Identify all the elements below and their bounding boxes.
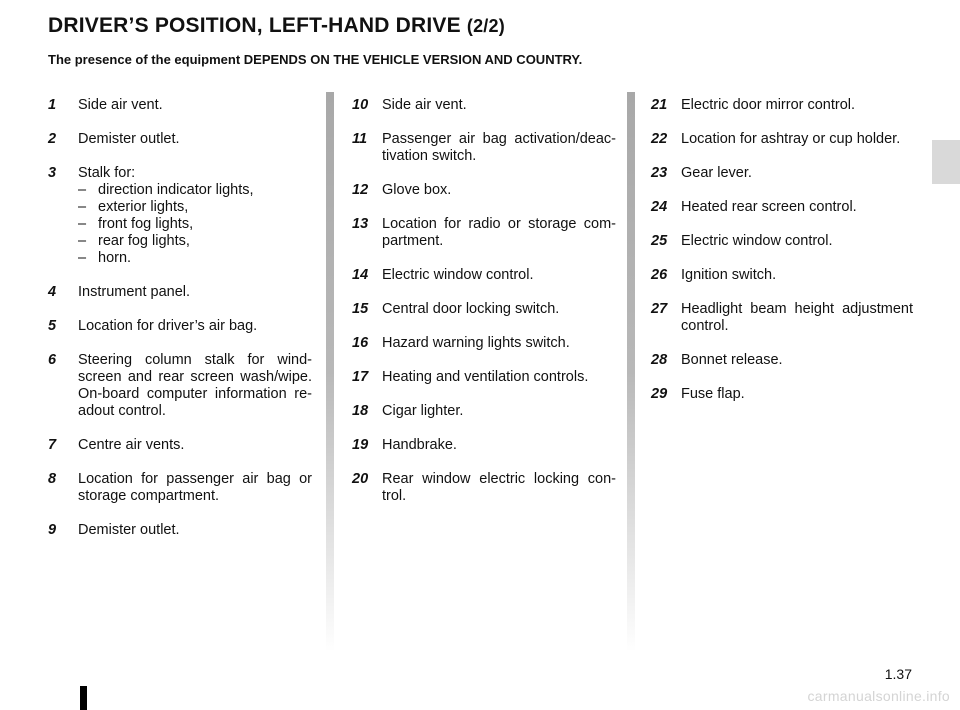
legend-item-text: Centre air vents. [78,437,185,453]
legend-subitem-text: exterior lights, [98,199,189,215]
legend-item [48,522,312,539]
legend-item-number: 15 [352,301,369,317]
legend-item-body [681,267,913,284]
legend-item [352,403,616,420]
legend-item [651,199,913,216]
legend-item-number: 16 [352,335,369,351]
legend-item-body [382,97,616,114]
legend-item-number: 24 [651,199,668,215]
legend-item-text: Electric door mirror control. [681,97,856,113]
legend-item [48,284,312,301]
legend-subitem-text: horn. [98,250,132,266]
legend-item-body [681,352,913,369]
legend-item-number: 18 [352,403,369,419]
legend-item [651,165,913,182]
legend-item [651,386,913,403]
legend-item [48,131,312,148]
legend-item-text: Heated rear screen control. [681,199,857,215]
legend-item-body [681,199,913,216]
dash-bullet-icon: – [78,216,87,232]
legend-item-number: 6 [48,352,57,368]
dash-bullet-icon: – [78,199,87,215]
legend-item [651,131,913,148]
legend-item-text: Passenger air bag activation/deac-tivation switch. [382,131,616,164]
dash-bullet-icon: – [78,250,87,266]
legend-item-body [78,352,312,420]
legend-subitem [78,182,312,199]
legend-item-number: 27 [651,301,668,317]
legend-item-body [382,335,616,352]
page-title-text: DRIVER’S POSITION, LEFT-HAND DRIVE [48,14,461,37]
legend-item-body [78,284,312,301]
legend-item-number: 7 [48,437,57,453]
legend-item-body [78,131,312,148]
legend-item-body [382,267,616,284]
legend-item-text: Steering column stalk for wind-screen and rear screen wash/wipe. On-board computer information re-adout control. [78,352,312,419]
legend-item-number: 20 [352,471,369,487]
legend-item-text: Demister outlet. [78,522,180,538]
legend-subitem [78,250,312,267]
legend-item-text: Hazard warning lights switch. [382,335,570,351]
legend-item [651,233,913,250]
legend-item [651,301,913,335]
legend-item-number: 8 [48,471,57,487]
page-number: 1.37 [884,666,912,682]
legend-item-body [681,165,913,182]
legend-item-body [382,403,616,420]
legend-item-number: 4 [48,284,57,300]
legend-subitem-text: direction indicator lights, [98,182,254,198]
legend-item-number: 22 [651,131,668,147]
legend-item-number: 21 [651,97,668,113]
legend-item-text: Glove box. [382,182,452,198]
legend-item-body [78,318,312,335]
legend-item [352,471,616,505]
legend-item-number: 25 [651,233,668,249]
legend-item-number: 13 [352,216,369,232]
legend-item [651,97,913,114]
column-separator [326,92,334,652]
legend-item-number: 10 [352,97,369,113]
legend-item [48,352,312,420]
legend-item-text: Instrument panel. [78,284,191,300]
legend-item [352,131,616,165]
legend-item-text: Demister outlet. [78,131,180,147]
legend-item-number: 12 [352,182,369,198]
legend-item-text: Bonnet release. [681,352,783,368]
legend-item [352,267,616,284]
legend-column-1 [48,97,312,556]
page-title [48,14,505,38]
legend-item-body [382,301,616,318]
legend-item-body [681,301,913,335]
legend-column-2 [352,97,616,522]
legend-item-text: Handbrake. [382,437,457,453]
legend-item-body [78,97,312,114]
legend-item-text: Rear window electric locking con-trol. [382,471,616,504]
legend-item [651,267,913,284]
legend-item-text: Side air vent. [78,97,163,113]
legend-item [352,216,616,250]
legend-item-body [681,386,913,403]
legend-item-number: 1 [48,97,57,113]
legend-item [48,437,312,454]
legend-item [352,437,616,454]
legend-item-number: 26 [651,267,668,283]
legend-subitem-text: front fog lights, [98,216,194,232]
legend-item-number: 11 [352,131,368,147]
legend-item-number: 29 [651,386,668,402]
legend-item [48,318,312,335]
legend-item [352,301,616,318]
legend-item-body [78,471,312,505]
legend-item [352,97,616,114]
legend-item-text: Electric window control. [681,233,833,249]
legend-subitem [78,199,312,216]
legend-item-body [78,437,312,454]
legend-item-text: Location for radio or storage com-partment. [382,216,616,249]
legend-item-number: 9 [48,522,57,538]
legend-item-body [382,471,616,505]
legend-item-text: Location for passenger air bag or storage compartment. [78,471,312,504]
legend-item-number: 17 [352,369,369,385]
legend-item [48,165,312,267]
legend-item-number: 19 [352,437,369,453]
legend-item-body [681,131,913,148]
legend-subitem [78,233,312,250]
legend-item [651,352,913,369]
legend-item-number: 2 [48,131,57,147]
dash-bullet-icon: – [78,233,87,249]
legend-item-text: Fuse flap. [681,386,745,402]
legend-item-body [681,97,913,114]
legend-item [48,97,312,114]
legend-item-text: Central door locking switch. [382,301,560,317]
legend-item [352,335,616,352]
legend-item-text: Stalk for: [78,165,136,181]
legend-item-body [382,216,616,250]
section-thumb-tab [932,140,960,184]
dash-bullet-icon: – [78,182,87,198]
column-separator [627,92,635,652]
legend-item-body [382,182,616,199]
legend-item-text: Side air vent. [382,97,467,113]
legend-item-number: 28 [651,352,668,368]
legend-item-body [681,233,913,250]
page-subtitle: The presence of the equipment DEPENDS ON THE VEHICLE VERSION AND COUNTRY. [48,52,583,67]
legend-item-text: Ignition switch. [681,267,777,283]
legend-item [352,182,616,199]
watermark: carmanualsonline.info [807,688,950,704]
legend-column-3 [651,97,913,420]
crop-mark [80,686,87,710]
legend-item-text: Gear lever. [681,165,752,181]
legend-item-body [382,369,616,386]
legend-item-text: Location for driver’s air bag. [78,318,258,334]
legend-subitem [78,216,312,233]
legend-item-body [78,165,312,267]
legend-item-number: 23 [651,165,668,181]
legend-item-text: Electric window control. [382,267,534,283]
legend-item-body [382,437,616,454]
page-part-indicator: (2/2) [466,16,505,36]
legend-subitem-text: rear fog lights, [98,233,190,249]
legend-item-text: Location for ashtray or cup holder. [681,131,901,147]
legend-item-number: 5 [48,318,57,334]
legend-item [352,369,616,386]
legend-item-body [382,131,616,165]
legend-item-text: Heating and ventilation controls. [382,369,589,385]
legend-item-body [78,522,312,539]
legend-item-text: Cigar lighter. [382,403,464,419]
legend-item-number: 14 [352,267,369,283]
legend-item-text: Headlight beam height adjustment control. [681,301,913,334]
legend-item-number: 3 [48,165,57,181]
legend-item [48,471,312,505]
